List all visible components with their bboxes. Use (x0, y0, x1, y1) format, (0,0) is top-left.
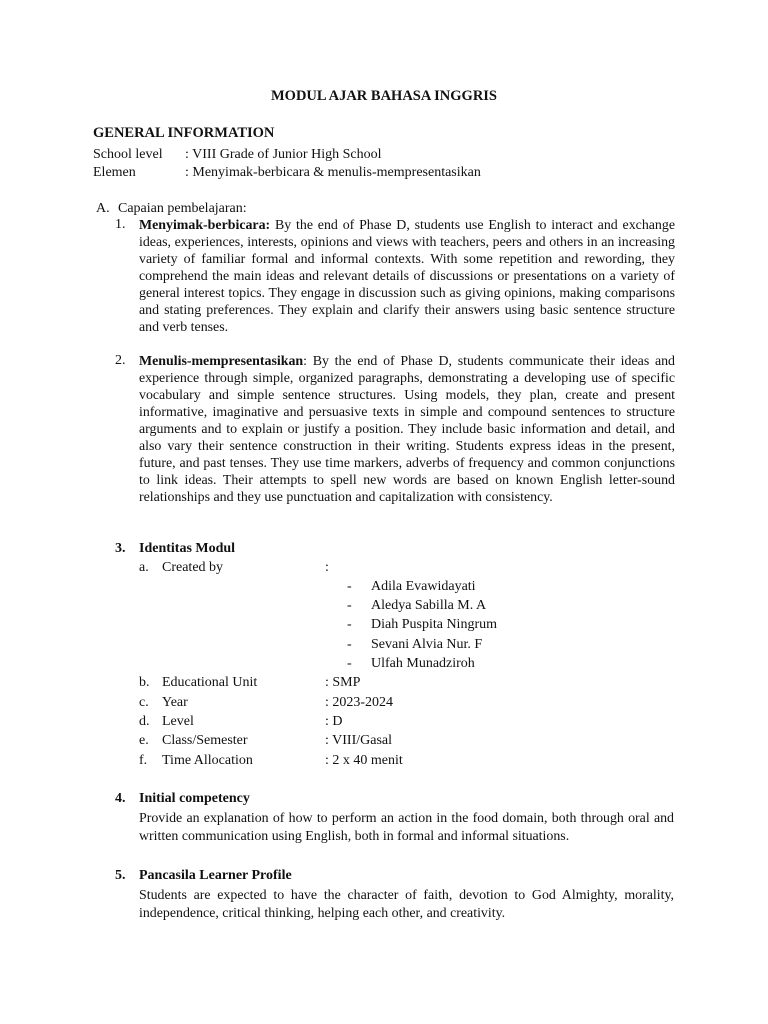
sub-value: : D (325, 714, 343, 729)
sub-value: : 2 x 40 menit (325, 753, 403, 768)
section-a-title: Capaian pembelajaran: (118, 201, 247, 216)
elemen-value: : Menyimak-berbicara & menulis-mempresentasikan (185, 165, 481, 180)
initial-competency-text: Provide an explanation of how to perform an action in the food domain, both through oral and written communication using English, both in formal and informal situations. (139, 811, 674, 844)
item-body (139, 353, 675, 506)
identitas-modul-heading (115, 540, 235, 558)
author-item (347, 596, 486, 615)
section-a-heading (96, 200, 247, 217)
author-name: Diah Puspita Ningrum (371, 617, 497, 632)
sub-letter: c. (139, 695, 149, 710)
initial-competency-heading (115, 790, 250, 808)
author-dash: - (347, 579, 352, 594)
sub-label: Class/Semester (162, 733, 248, 748)
author-dash: - (347, 617, 352, 632)
list-number: 3. (115, 541, 126, 556)
list-item-menyimak (115, 217, 675, 336)
heading-text: Identitas Modul (139, 541, 236, 556)
item-body (139, 217, 675, 336)
author-dash: - (347, 637, 352, 652)
author-item (347, 635, 482, 654)
item-term: Menyimak-berbicara: (139, 218, 271, 233)
pancasila-profile-text: Students are expected to have the character of faith, devotion to God Almighty, morality, independence, critical thinking, helping each other, and creativity. (139, 888, 674, 921)
sub-value: : (325, 560, 329, 575)
pancasila-profile-heading (115, 867, 292, 885)
author-name: Adila Evawidayati (371, 579, 476, 594)
sub-value: : 2023-2024 (325, 695, 394, 710)
heading-text: Initial competency (139, 791, 250, 806)
sub-value: : SMP (325, 675, 361, 690)
sub-value: : VIII/Gasal (325, 733, 392, 748)
school-level-label: School level (93, 147, 163, 162)
educational-unit-row (139, 673, 360, 692)
general-information-heading: GENERAL INFORMATION (93, 125, 275, 141)
elemen-row (93, 164, 481, 182)
school-level-row (93, 146, 382, 164)
sub-label: Educational Unit (162, 675, 258, 690)
sub-letter: e. (139, 733, 149, 748)
author-item (347, 615, 497, 634)
author-item (347, 654, 475, 673)
sub-label: Created by (162, 560, 224, 575)
list-number: 4. (115, 791, 126, 806)
author-name: Ulfah Munadziroh (371, 656, 475, 671)
sub-letter: a. (139, 560, 149, 575)
created-by-row (139, 558, 329, 577)
author-name: Sevani Alvia Nur. F (371, 637, 483, 652)
sub-letter: d. (139, 714, 150, 729)
section-a-marker: A. (96, 201, 110, 216)
author-name: Aledya Sabilla M. A (371, 598, 487, 613)
sub-label: Year (162, 695, 188, 710)
time-allocation-row (139, 751, 403, 770)
heading-text: Pancasila Learner Profile (139, 868, 292, 883)
sub-letter: b. (139, 675, 150, 690)
author-item (347, 577, 476, 596)
elemen-label: Elemen (93, 165, 136, 180)
sub-letter: f. (139, 753, 148, 768)
sub-label: Level (162, 714, 194, 729)
year-row (139, 693, 393, 712)
document-title: MODUL AJAR BAHASA INGGRIS (271, 88, 497, 104)
class-semester-row (139, 731, 392, 750)
list-number: 1. (115, 217, 126, 232)
item-text: By the end of Phase D, students use English to interact and exchange ideas, experiences, interests, opinions and views with teachers, peers and others in an increasing variety of familiar formal and informal contexts. With some repetition and rewording, they comprehend the main ideas and relevant details of discussions or presentations on a variety of general interest topics. They engage in discussion such as giving opinions, making comparisons and stating preferences. They explain and clarify their answers using basic sentence structure and verb tenses. (139, 218, 675, 335)
level-row (139, 712, 343, 731)
list-number: 5. (115, 868, 126, 883)
item-term: Menulis-mempresentasikan (139, 354, 304, 369)
author-dash: - (347, 598, 352, 613)
item-text: : By the end of Phase D, students communicate their ideas and experience through simple, organized paragraphs, demonstrating a developing use of specific vocabulary and simple sentence structures. Using models, they plan, create and present informative, imaginative and persuasive texts in simple and compound sentences to structure arguments and to explain or justify a position. They include basic information and detail, and also vary their sentence construction in their writing. Students express ideas in the present, future, and past tenses. They use time markers, adverbs of frequency and common conjunctions to link ideas. Their attempts to spell new words are based on known English letter-sound relationships and they use punctuation and capitalization with consistency. (139, 354, 675, 505)
school-level-value: : VIII Grade of Junior High School (185, 147, 382, 162)
list-item-menulis (115, 353, 675, 506)
sub-label: Time Allocation (162, 753, 253, 768)
author-dash: - (347, 656, 352, 671)
list-number: 2. (115, 353, 126, 368)
